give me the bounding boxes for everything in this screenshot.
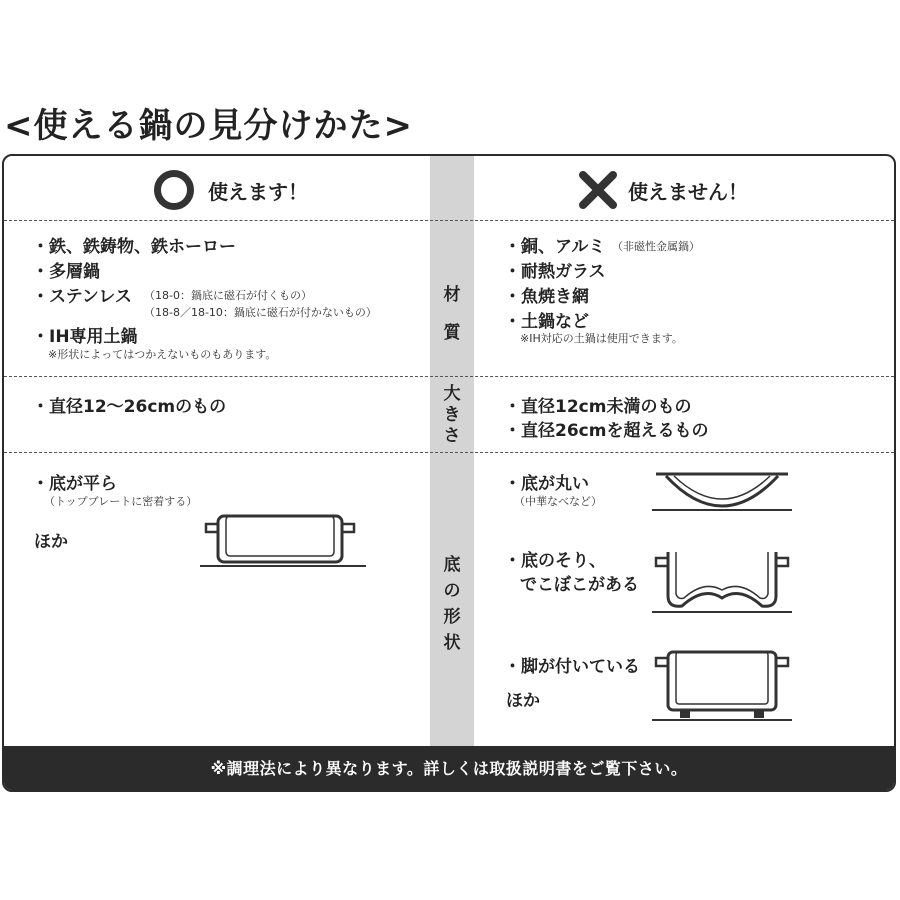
comparison-table (2, 154, 896, 792)
ok-material-item: ・鉄、鉄鋳物、鉄ホーロー (32, 237, 236, 257)
divider-size (4, 452, 894, 453)
ok-material-item: ・多層鍋 (32, 262, 100, 282)
ng-header-label: 使えません！ (628, 179, 748, 204)
ok-bottom-note: （トップブレートに密着する） (44, 495, 198, 508)
page-title: <使える鍋の見分けかた> (4, 106, 413, 146)
category-column (430, 156, 474, 746)
ng-material-item: ・土鍋など (504, 312, 589, 332)
divider-material (4, 376, 894, 377)
ok-material-footnote: ※形状によってはつかえないものもあります。 (48, 348, 277, 361)
ng-size-item: ・直径12cm未満のもの (504, 397, 692, 417)
warped-bottom-pot-icon (652, 546, 792, 616)
label-bottom-shape (430, 552, 474, 656)
label-bottom-char: 状 (443, 633, 461, 653)
ng-material-note: （非磁性金属鍋） (612, 240, 700, 253)
label-material (430, 276, 474, 352)
ok-header-label: 使えます！ (208, 179, 308, 204)
ok-bottom-item: ・底が平ら (32, 474, 117, 494)
round-bottom-pan-icon (652, 466, 792, 514)
ng-material-item: ・魚焼き網 (504, 287, 589, 307)
label-size-char: き (443, 405, 461, 425)
ng-bottom-item: ・底が丸い (504, 474, 589, 494)
ng-bottom-note: （中華なべなど） (514, 495, 602, 508)
label-size-char: さ (443, 426, 461, 446)
ng-material-footnote: ※IH対応の土鍋は使用できます。 (520, 332, 683, 345)
ng-bottom-item: ・底のそり、 (504, 551, 606, 571)
ng-bottom-item: ・脚が付いている (504, 657, 640, 677)
x-icon (578, 170, 618, 210)
label-size-char: 大 (443, 384, 461, 404)
ok-material-item: ・IH専用土鍋 (32, 327, 138, 347)
ok-size-item: ・直径12～26cmのもの (32, 397, 227, 417)
ng-material-item: ・耐熱ガラス (504, 262, 606, 282)
ok-material-note: （18-0：鍋底に磁石が付くもの） (144, 289, 312, 302)
ng-bottom-other: ほか (506, 691, 540, 711)
divider-header (4, 220, 894, 221)
ng-header (578, 170, 748, 210)
ok-header (154, 170, 308, 210)
legged-pot-icon (652, 648, 792, 726)
ng-bottom-item-continued: でこぼこがある (520, 575, 639, 595)
circle-icon (154, 170, 194, 210)
ok-bottom-other: ほか (34, 532, 68, 552)
ok-material-item: ・ステンレス (32, 287, 132, 307)
label-size (430, 384, 474, 447)
label-material-char: 質 (443, 323, 461, 343)
label-bottom-char: 底 (443, 555, 461, 575)
label-bottom-char: 形 (443, 607, 461, 627)
label-material-char: 材 (443, 285, 461, 305)
label-bottom-char: の (443, 581, 461, 601)
flat-bottom-pot-icon (200, 512, 366, 572)
ok-material-note: （18-8／18-10：鍋底に磁石が付かないもの） (144, 306, 377, 319)
footer-note: ※調理法により異なります。詳しくは取扱説明書をご覧下さい。 (4, 746, 894, 792)
ng-material-item: ・銅、アルミ (504, 237, 606, 257)
ng-size-item: ・直径26cmを超えるもの (504, 421, 709, 441)
